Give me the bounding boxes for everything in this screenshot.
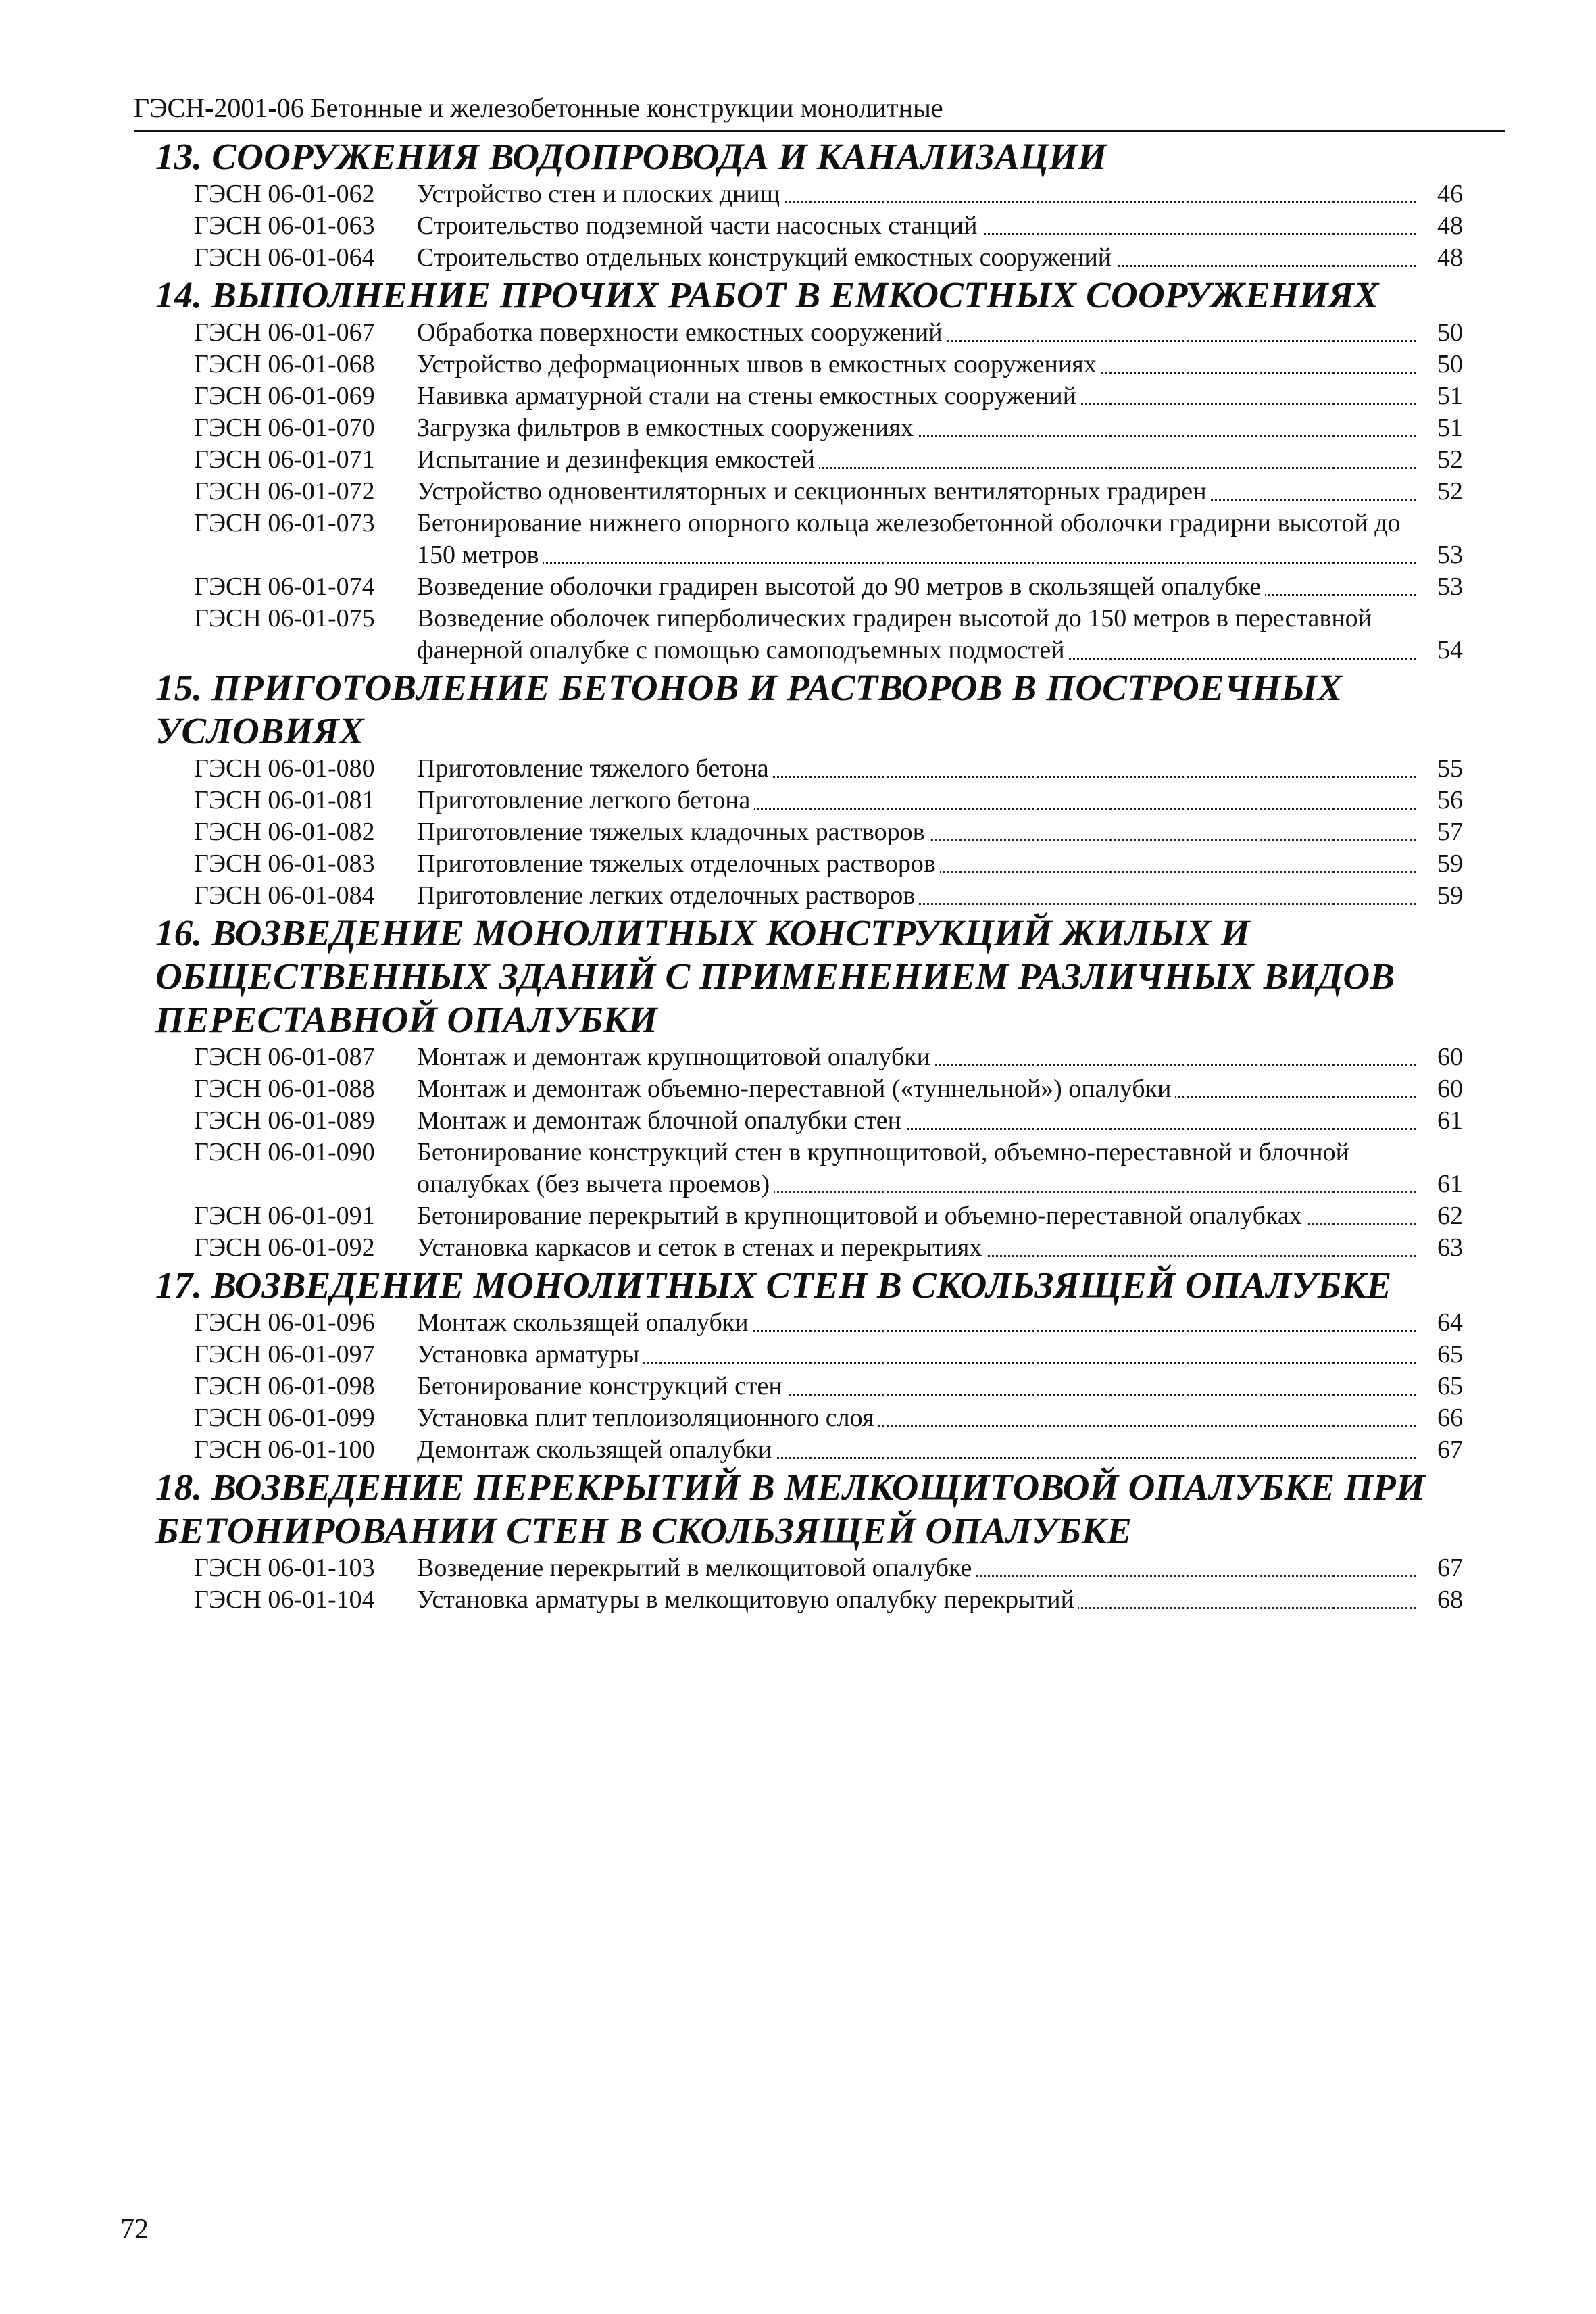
toc-entry[interactable] [155, 380, 1463, 412]
toc-entry[interactable] [155, 444, 1463, 476]
entry-title: Приготовление тяжелых кладочных растворов [417, 818, 929, 846]
entry-page: 61 [1416, 1105, 1463, 1137]
entry-title: Испытание и дезинфекция емкостей [417, 445, 819, 474]
entry-code: ГЭСН 06-01-084 [194, 881, 375, 910]
entry-title: Установка арматуры [417, 1340, 643, 1369]
entry-page: 56 [1416, 785, 1463, 816]
entry-body [417, 816, 1463, 848]
toc-entry[interactable] [155, 1137, 1463, 1200]
section-heading [155, 912, 1463, 1041]
entry-code: ГЭСН 06-01-072 [194, 477, 375, 506]
entry-title: Монтаж и демонтаж крупнощитовой опалубки [417, 1043, 934, 1071]
entry-title: Навивка арматурной стали на стены емкостных сооружений [417, 382, 1080, 410]
entry-title: Приготовление легких отделочных растворов [417, 881, 919, 910]
toc-entry[interactable] [155, 571, 1463, 603]
entry-body [417, 571, 1463, 603]
entry-code: ГЭСН 06-01-091 [194, 1202, 375, 1230]
entry-page: 55 [1416, 753, 1463, 785]
entry-title: Приготовление тяжелых отделочных растворов [417, 850, 940, 878]
entry-title: Строительство отдельных конструкций емкостных сооружений [417, 243, 1116, 272]
entry-code: ГЭСН 06-01-081 [194, 786, 375, 814]
toc-entry[interactable] [155, 1402, 1463, 1434]
entry-title: Установка арматуры в мелкощитовую опалубку перекрытий [417, 1585, 1078, 1614]
section-title: 13. СООРУЖЕНИЯ ВОДОПРОВОДА И КАНАЛИЗАЦИИ [155, 136, 1107, 177]
entry-code: ГЭСН 06-01-087 [194, 1043, 375, 1071]
entry-body [417, 785, 1463, 816]
entry-body [417, 1041, 1463, 1073]
section-title: 15. ПРИГОТОВЛЕНИЕ БЕТОНОВ И РАСТВОРОВ В ПОСТРОЕЧНЫХ УСЛОВИЯХ [155, 667, 1343, 752]
entry-title: Бетонирование конструкций стен [417, 1372, 787, 1400]
toc-entry[interactable] [155, 1339, 1463, 1371]
entry-code: ГЭСН 06-01-098 [194, 1372, 375, 1400]
toc-section-16 [155, 912, 1463, 1264]
entry-page: 46 [1416, 178, 1463, 210]
toc-entry[interactable] [155, 1041, 1463, 1073]
toc-entry[interactable] [155, 210, 1463, 242]
entry-body [417, 603, 1463, 666]
entry-body [417, 1402, 1463, 1434]
running-header: ГЭСН-2001-06 Бетонные и железобетонные конструкции монолитные [134, 91, 1505, 132]
entry-body [417, 444, 1463, 476]
entry-code: ГЭСН 06-01-083 [194, 850, 375, 878]
page-number: 72 [120, 2214, 149, 2245]
toc-section-18 [155, 1466, 1463, 1616]
entry-page: 64 [1416, 1307, 1463, 1339]
toc-entry[interactable] [155, 1371, 1463, 1402]
entry-page: 61 [1416, 1168, 1463, 1200]
entry-title: Установка плит теплоизоляционного слоя [417, 1404, 878, 1432]
entry-title: Монтаж и демонтаж объемно-переставной («туннельной») опалубки [417, 1075, 1175, 1103]
entry-title: Загрузка фильтров в емкостных сооружениях [417, 414, 918, 442]
entry-body [417, 242, 1463, 274]
entry-page: 51 [1416, 412, 1463, 444]
entry-code: ГЭСН 06-01-071 [194, 445, 375, 474]
entry-title: Устройство деформационных швов в емкостных сооружениях [417, 350, 1101, 378]
entry-code: ГЭСН 06-01-103 [194, 1554, 375, 1582]
entry-title: Бетонирование перекрытий в крупнощитовой и объемно-переставной опалубках [417, 1202, 1306, 1230]
toc-entry[interactable] [155, 178, 1463, 210]
entry-code: ГЭСН 06-01-062 [194, 180, 375, 208]
toc-entry[interactable] [155, 349, 1463, 380]
entry-code: ГЭСН 06-01-088 [194, 1075, 375, 1103]
toc-entry[interactable] [155, 848, 1463, 880]
toc-section-14 [155, 274, 1463, 666]
entry-page: 65 [1416, 1371, 1463, 1402]
entry-page: 57 [1416, 816, 1463, 848]
toc-entry[interactable] [155, 880, 1463, 912]
toc-entry[interactable] [155, 603, 1463, 666]
entry-code: ГЭСН 06-01-075 [194, 604, 375, 633]
entry-title: Возведение оболочек гиперболических градирен высотой до 150 метров в переставной фанерной опалубке с помощью самоподъемных подмостей [417, 604, 1372, 664]
entry-page: 63 [1416, 1232, 1463, 1264]
entry-body [417, 1552, 1463, 1584]
section-heading [155, 1466, 1463, 1552]
entry-title: Обработка поверхности емкостных сооружений [417, 318, 947, 347]
entry-body [417, 1073, 1463, 1105]
entry-code: ГЭСН 06-01-100 [194, 1435, 375, 1464]
toc-entry[interactable] [155, 816, 1463, 848]
toc-entry[interactable] [155, 753, 1463, 785]
entry-title: Строительство подземной части насосных станций [417, 212, 982, 240]
entry-body [417, 210, 1463, 242]
entry-body [417, 412, 1463, 444]
toc-entry[interactable] [155, 1105, 1463, 1137]
toc-entry[interactable] [155, 242, 1463, 274]
section-title: 18. ВОЗВЕДЕНИЕ ПЕРЕКРЫТИЙ В МЕЛКОЩИТОВОЙ ОПАЛУБКЕ ПРИ БЕТОНИРОВАНИИ СТЕН В СКОЛЬЗЯЩЕЙ ОПАЛУБКЕ [155, 1467, 1425, 1551]
entry-code: ГЭСН 06-01-063 [194, 212, 375, 240]
entry-page: 60 [1416, 1073, 1463, 1105]
entry-body [417, 349, 1463, 380]
section-heading [155, 135, 1463, 178]
entry-page: 62 [1416, 1200, 1463, 1232]
entry-page: 67 [1416, 1552, 1463, 1584]
entry-page: 59 [1416, 880, 1463, 912]
entry-page: 65 [1416, 1339, 1463, 1371]
table-of-contents [155, 135, 1463, 1616]
entry-code: ГЭСН 06-01-090 [194, 1138, 375, 1166]
entry-body [417, 508, 1463, 571]
entry-title: Монтаж и демонтаж блочной опалубки стен [417, 1106, 905, 1135]
entry-page: 50 [1416, 349, 1463, 380]
entry-body [417, 380, 1463, 412]
entry-code: ГЭСН 06-01-069 [194, 382, 375, 410]
entry-code: ГЭСН 06-01-064 [194, 243, 375, 272]
toc-entry[interactable] [155, 508, 1463, 571]
entry-body [417, 1232, 1463, 1264]
entry-page: 48 [1416, 210, 1463, 242]
entry-code: ГЭСН 06-01-096 [194, 1308, 375, 1337]
entry-page: 50 [1416, 317, 1463, 349]
toc-entry[interactable] [155, 476, 1463, 508]
toc-entry[interactable] [155, 1434, 1463, 1466]
entry-body [417, 1434, 1463, 1466]
entry-code: ГЭСН 06-01-097 [194, 1340, 375, 1369]
entry-title: Бетонирование нижнего опорного кольца железобетонной оболочки градирни высотой до 150 метров [417, 509, 1401, 569]
section-heading [155, 274, 1463, 317]
toc-entry[interactable] [155, 1552, 1463, 1584]
entry-page: 52 [1416, 444, 1463, 476]
entry-code: ГЭСН 06-01-073 [194, 509, 375, 537]
section-title: 16. ВОЗВЕДЕНИЕ МОНОЛИТНЫХ КОНСТРУКЦИЙ ЖИЛЫХ И ОБЩЕСТВЕННЫХ ЗДАНИЙ С ПРИМЕНЕНИЕМ РАЗЛИЧНЫХ ВИДОВ ПЕРЕСТАВНОЙ ОПАЛУБКИ [155, 912, 1395, 1040]
entry-body [417, 880, 1463, 912]
entry-code: ГЭСН 06-01-068 [194, 350, 375, 378]
entry-page: 60 [1416, 1041, 1463, 1073]
toc-entry[interactable] [155, 1073, 1463, 1105]
entry-title: Монтаж скользящей опалубки [417, 1308, 753, 1337]
entry-body [417, 1200, 1463, 1232]
entry-code: ГЭСН 06-01-067 [194, 318, 375, 347]
entry-body [417, 848, 1463, 880]
entry-code: ГЭСН 06-01-080 [194, 754, 375, 783]
entry-body [417, 178, 1463, 210]
section-title: 14. ВЫПОЛНЕНИЕ ПРОЧИХ РАБОТ В ЕМКОСТНЫХ СООРУЖЕНИЯХ [155, 274, 1379, 316]
entry-page: 53 [1416, 539, 1463, 571]
entry-title: Возведение перекрытий в мелкощитовой опалубке [417, 1554, 976, 1582]
entry-body [417, 476, 1463, 508]
section-title: 17. ВОЗВЕДЕНИЕ МОНОЛИТНЫХ СТЕН В СКОЛЬЗЯЩЕЙ ОПАЛУБКЕ [155, 1264, 1392, 1306]
toc-section-13 [155, 135, 1463, 274]
entry-body [417, 1339, 1463, 1371]
toc-section-15 [155, 666, 1463, 912]
toc-entry[interactable] [155, 412, 1463, 444]
toc-entry[interactable] [155, 1200, 1463, 1232]
entry-body [417, 1371, 1463, 1402]
entry-page: 52 [1416, 476, 1463, 508]
entry-page: 51 [1416, 380, 1463, 412]
entry-code: ГЭСН 06-01-089 [194, 1106, 375, 1135]
entry-title: Устройство одновентиляторных и секционных вентиляторных градирен [417, 477, 1211, 506]
entry-page: 54 [1416, 635, 1463, 666]
section-heading [155, 1264, 1463, 1307]
toc-entry[interactable] [155, 1307, 1463, 1339]
entry-page: 59 [1416, 848, 1463, 880]
entry-code: ГЭСН 06-01-082 [194, 818, 375, 846]
entry-page: 66 [1416, 1402, 1463, 1434]
toc-entry[interactable] [155, 317, 1463, 349]
entry-code: ГЭСН 06-01-070 [194, 414, 375, 442]
entry-page: 53 [1416, 571, 1463, 603]
entry-code: ГЭСН 06-01-074 [194, 572, 375, 601]
toc-entry[interactable] [155, 785, 1463, 816]
entry-body [417, 753, 1463, 785]
entry-body [417, 1307, 1463, 1339]
entry-title: Возведение оболочки градирен высотой до 90 метров в скользящей опалубке [417, 572, 1265, 601]
section-heading [155, 666, 1463, 753]
toc-entry[interactable] [155, 1232, 1463, 1264]
entry-title: Установка каркасов и сеток в стенах и перекрытиях [417, 1233, 986, 1262]
entry-title: Демонтаж скользящей опалубки [417, 1435, 776, 1464]
entry-body [417, 1137, 1463, 1200]
toc-entry[interactable] [155, 1584, 1463, 1616]
entry-body [417, 1584, 1463, 1616]
entry-title: Бетонирование конструкций стен в крупнощитовой, объемно-переставной и блочной опалубках (без вычета проемов) [417, 1138, 1349, 1198]
entry-code: ГЭСН 06-01-104 [194, 1585, 375, 1614]
entry-page: 48 [1416, 242, 1463, 274]
entry-title: Устройство стен и плоских днищ [417, 180, 784, 208]
entry-code: ГЭСН 06-01-092 [194, 1233, 375, 1262]
entry-title: Приготовление тяжелого бетона [417, 754, 773, 783]
entry-title: Приготовление легкого бетона [417, 786, 754, 814]
entry-page: 68 [1416, 1584, 1463, 1616]
entry-body [417, 317, 1463, 349]
toc-section-17 [155, 1264, 1463, 1466]
entry-code: ГЭСН 06-01-099 [194, 1404, 375, 1432]
entry-page: 67 [1416, 1434, 1463, 1466]
entry-body [417, 1105, 1463, 1137]
